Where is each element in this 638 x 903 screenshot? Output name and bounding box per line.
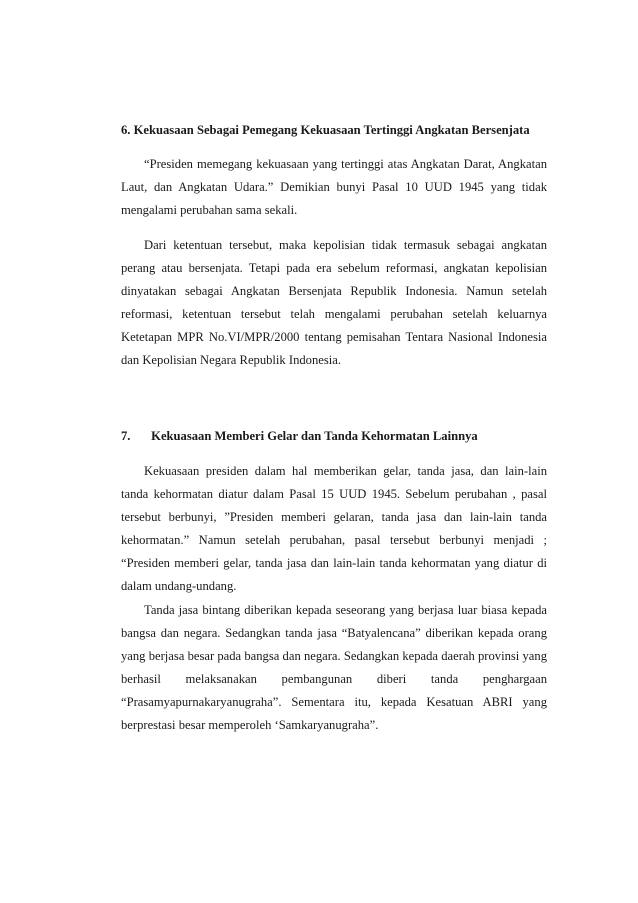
section-6-number: 6. [121,123,131,137]
section-7-title: Kekuasaan Memberi Gelar dan Tanda Kehormatan Lainnya [151,429,478,443]
section-6-paragraph-1: “Presiden memegang kekuasaan yang tertinggi atas Angkatan Darat, Angkatan Laut, dan Angkatan Udara.” Demikian bunyi Pasal 10 UUD 1945 yang tidak mengalami perubahan sama sekali. [121,157,547,217]
section-6-paragraph-2: Dari ketentuan tersebut, maka kepolisian tidak termasuk sebagai angkatan perang atau bersenjata. Tetapi pada era sebelum reformasi, angkatan kepolisian dinyatakan sebagai Angkatan Bersenjata Republik Indonesia. Namun setelah reformasi, ketentuan tersebut telah mengalami perubahan setelah keluarnya Ketetapan MPR No.VI/MPR/2000 tentang pemisahan Tentara Nasional Indonesia dan Kepolisian Negara Republik Indonesia. [121,238,547,367]
section-7-paragraph-1: Kekuasaan presiden dalam hal memberikan gelar, tanda jasa, dan lain-lain tanda kehormatan diatur dalam Pasal 15 UUD 1945. Sebelum perubahan , pasal tersebut berbunyi, ”Presiden memberi gelaran, tanda jasa dan lain-lain tanda kehormatan.” Namun setelah perubahan, pasal tersebut berbunyi menjadi ; “Presiden memberi gelar, tanda jasa dan lain-lain tanda kehormatan yang diatur di dalam undang-undang. [121,464,547,593]
section-7-number: 7. [121,429,131,443]
section-7-paragraph-2: Tanda jasa bintang diberikan kepada seseorang yang berjasa luar biasa kepada bangsa dan negara. Sedangkan tanda jasa “Batyalencana” diberikan kepada orang yang berjasa besar pada bangsa dan negara. Sedangkan kepada daerah provinsi yang berhasil melaksanakan pembangunan diberi tanda penghargaan “Prasamyapurnakaryanugraha”. Sementara itu, kepada Kesatuan ABRI yang berprestasi besar memperoleh ‘Samkaryanugraha”. [121,603,547,732]
section-6-heading [121,122,530,138]
section-7-heading [121,428,478,444]
section-6-title: Kekuasaan Sebagai Pemegang Kekuasaan Tertinggi Angkatan Bersenjata [133,123,530,137]
